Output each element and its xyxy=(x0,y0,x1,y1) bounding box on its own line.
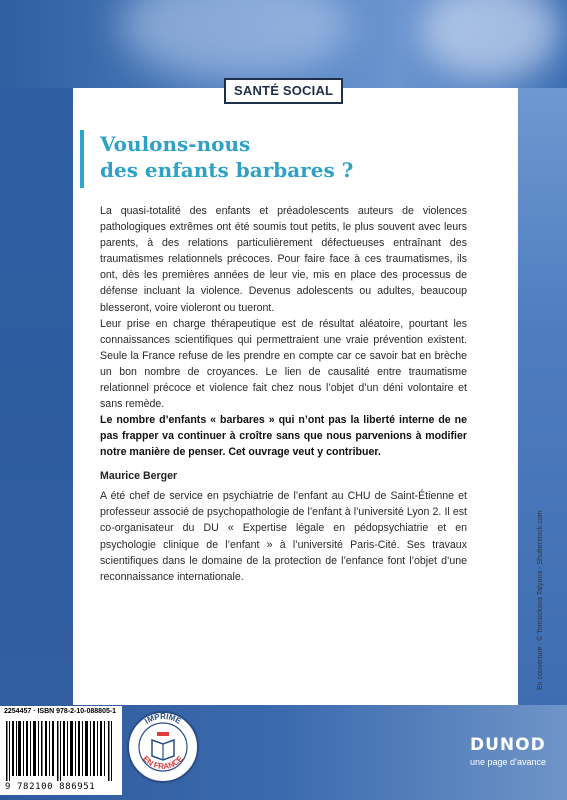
barcode-icon xyxy=(6,721,116,781)
author-bio: A été chef de service en psychiatrie de l’enfant au CHU de Saint-Étienne et professeur associé de psychopathologie de l’enfant à l’université Lyon 2. Il est co-organisateur du DU « Expertise légale en pédopsychiatrie et en psychologie clinique de l’enfant » à l’université Paris-Cité. Ses travaux scientifiques dans le domaine de la protection de l’enfance font l’objet d’une reconnaissance internationale. xyxy=(100,490,467,584)
book-title xyxy=(100,131,480,183)
isbn-text: 2254457 · ISBN 978-2-10-088805-1 xyxy=(4,708,117,715)
title-accent-bar xyxy=(80,130,84,188)
barcode-block xyxy=(0,706,122,795)
cover-photo-credit: En couverture : © Tomsickova Tatyana - Shutterstock.com xyxy=(537,510,544,690)
cover-photo-strip xyxy=(0,0,567,88)
seal-bottom-text: EN FRANCE xyxy=(141,754,185,772)
blurb-paragraph: La quasi-totalité des enfants et préadolescents auteurs de violences pathologiques extrêmes ont été soumis tout petits, le plus souvent avec leurs parents, à des relations particulièrement défectueuses entraînant des traumatismes relationnels précoces. Pour faire face à ces traumatismes, ils ont, dès les premières années de leur vie, mis en place des processus de défense incluant la violence. Devenus adolescents ou adultes, beaucoup blesseront, voire violeront ou tueront. xyxy=(100,205,467,314)
back-cover-blurb xyxy=(100,203,467,461)
publisher-logo: DUNOD xyxy=(470,735,546,755)
left-cover-band xyxy=(0,88,73,705)
blurb-paragraph: Leur prise en charge thérapeutique est de résultat aléatoire, pourtant les connaissances scientifiques qui permettraient une vraie prévention existent. Seule la France refuse de les prendre en compte car ce savoir bat en brèche un bon nombre de croyances. Le lien de causalité entre traumatisme relationnel précoce et violence fait chez nous l’objet d’un déni volontaire et sans remède. xyxy=(100,317,467,411)
photo-highlight xyxy=(120,0,350,80)
imprime-en-france-seal-icon xyxy=(126,710,200,784)
seal-top-text: IMPRIMÉ xyxy=(143,712,183,726)
title-line-1: Voulons-nous xyxy=(100,132,251,156)
title-line-2: des enfants barbares ? xyxy=(100,158,354,182)
photo-highlight xyxy=(420,0,560,80)
barcode-number: 9 782100 886951 xyxy=(5,782,96,792)
blurb-highlight-paragraph: Le nombre d’enfants « barbares » qui n’ont pas la liberté interne de ne pas frapper va continuer à croître sans que nous parvenions à modifier notre manière de penser. Cet ouvrage veut y contribuer. xyxy=(100,414,467,459)
publisher-tagline: une page d’avance xyxy=(470,757,547,767)
author-name: Maurice Berger xyxy=(100,470,178,482)
category-badge: SANTÉ SOCIAL xyxy=(224,78,343,104)
